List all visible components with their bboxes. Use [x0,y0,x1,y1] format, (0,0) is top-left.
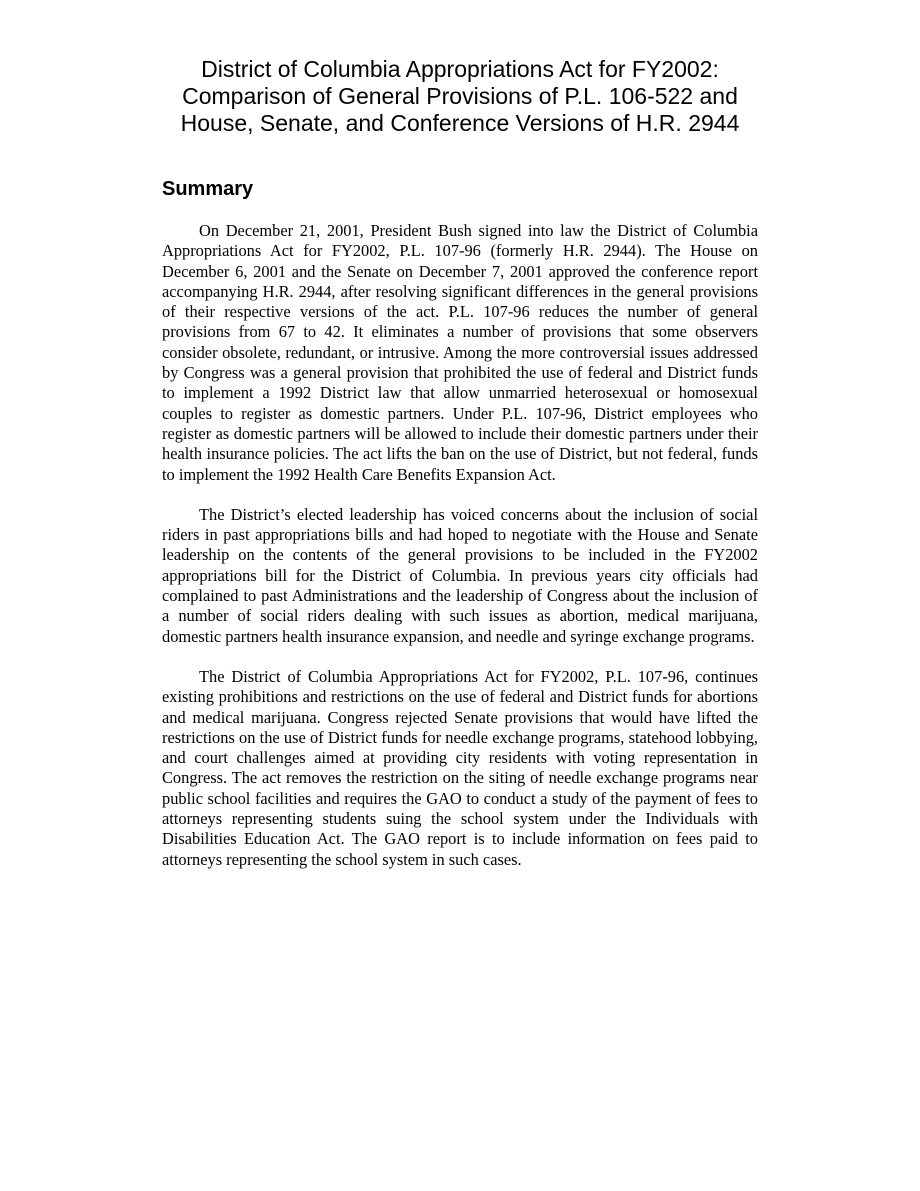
paragraph-1: On December 21, 2001, President Bush signed into law the District of Columbia Appropriations Act for FY2002, P.L. 107-96 (formerly H.R. 2944). The House on December 6, 2001 and the Senate on December 7, 2001 approved the conference report accompanying H.R. 2944, after resolving significant differences in the general provisions of their respective versions of the act. P.L. 107-96 reduces the number of general provisions from 67 to 42. It eliminates a number of provisions that some observers consider obsolete, redundant, or intrusive. Among the more controversial issues addressed by Congress was a general provision that prohibited the use of federal and District funds to implement a 1992 District law that allow unmarried heterosexual or homosexual couples to register as domestic partners. Under P.L. 107-96, District employees who register as domestic partners will be allowed to include their domestic partners under their health insurance policies. The act lifts the ban on the use of District, but not federal, funds to implement the 1992 Health Care Benefits Expansion Act. [162,221,758,484]
document-page [162,56,758,890]
title-line-1: District of Columbia Appropriations Act for FY2002: [201,56,719,82]
section-heading-summary: Summary [162,178,254,200]
document-title [162,56,758,137]
summary-body [162,221,758,870]
paragraph-3: The District of Columbia Appropriations Act for FY2002, P.L. 107-96, continues existing prohibitions and restrictions on the use of federal and District funds for abortions and medical marijuana. Congress rejected Senate provisions that would have lifted the restrictions on the use of District funds for needle exchange programs, statehood lobbying, and court challenges aimed at providing city residents with voting representation in Congress. The act removes the restriction on the siting of needle exchange programs near public school facilities and requires the GAO to conduct a study of the payment of fees to attorneys representing students suing the school system under the Individuals with Disabilities Education Act. The GAO report is to include information on fees paid to attorneys representing the school system in such cases. [162,666,758,869]
title-line-2: Comparison of General Provisions of P.L. 106-522 and [182,83,738,109]
title-line-3: House, Senate, and Conference Versions of H.R. 2944 [180,110,740,136]
paragraph-2: The District’s elected leadership has voiced concerns about the inclusion of social riders in past appropriations bills and had hoped to negotiate with the House and Senate leadership on the contents of the general provisions to be included in the FY2002 appropriations bill for the District of Columbia. In previous years city officials had complained to past Administrations and the leadership of Congress about the inclusion of a number of social riders dealing with such issues as abortion, medical marijuana, domestic partners health insurance expansion, and needle and syringe exchange programs. [162,504,758,646]
